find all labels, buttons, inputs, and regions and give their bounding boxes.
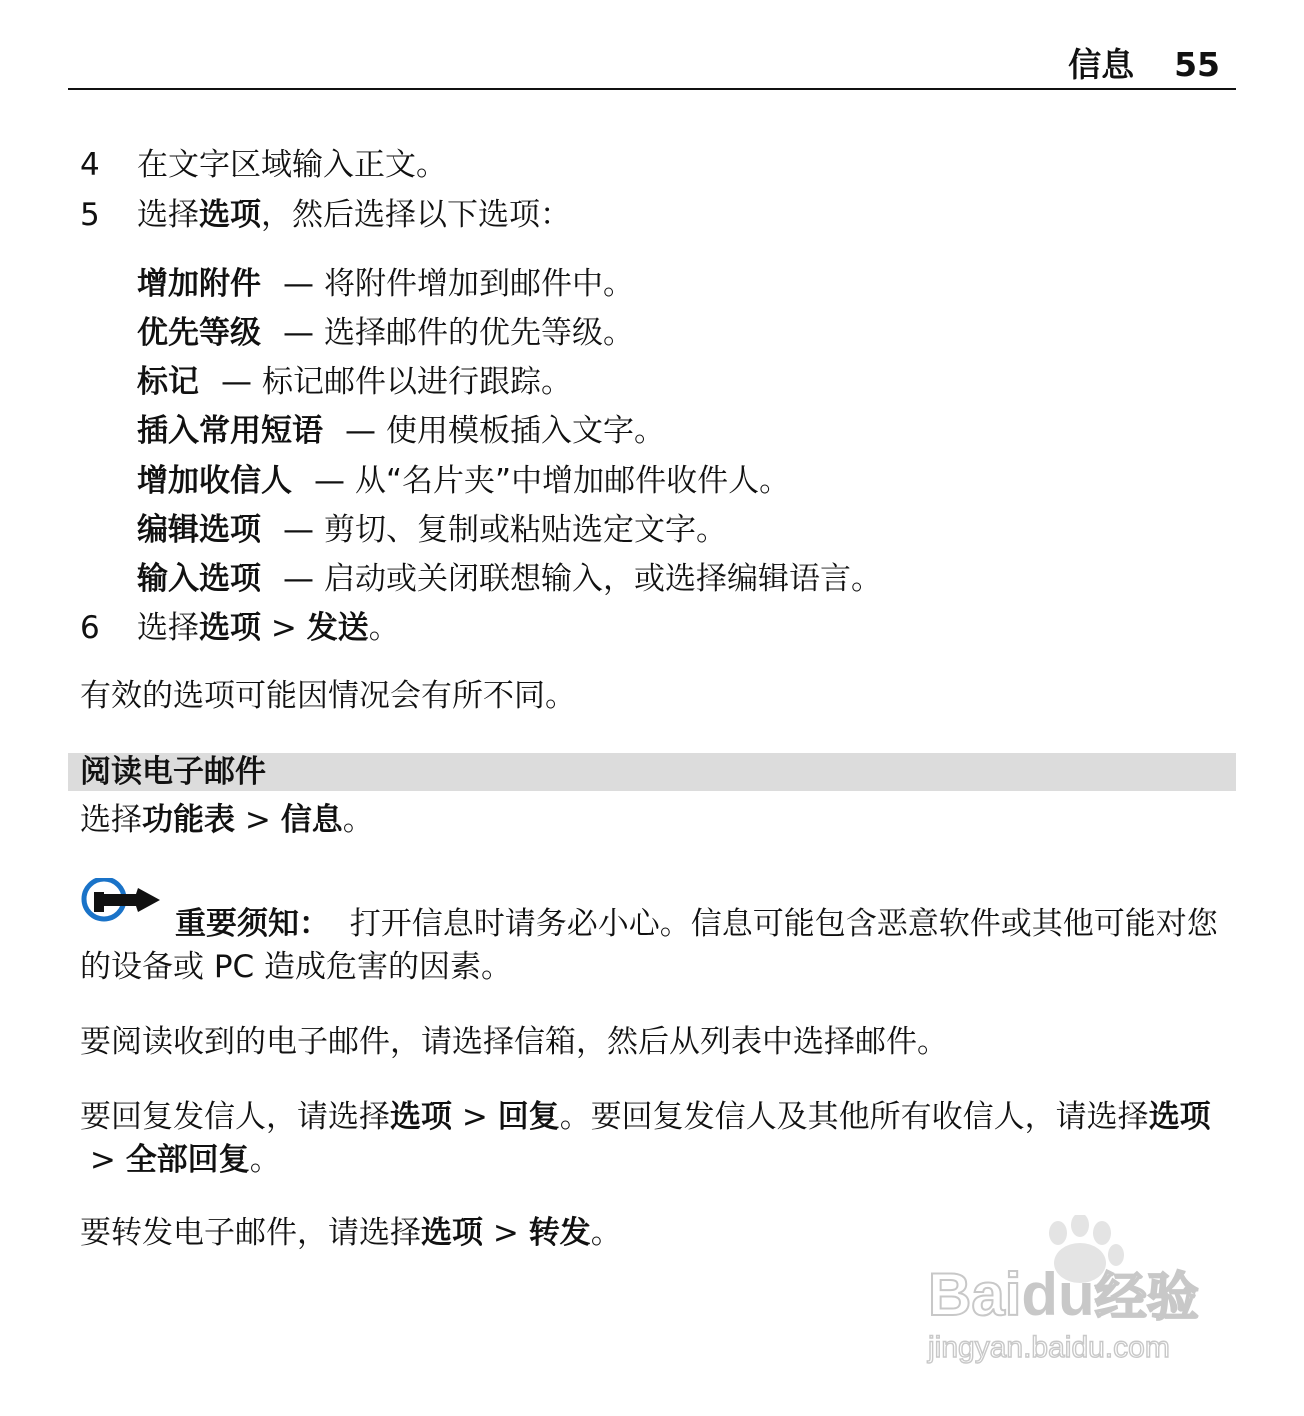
watermark-brand: Baidu经验: [928, 1261, 1199, 1328]
para-text: 。: [249, 1142, 281, 1178]
step-text: 。: [368, 610, 400, 646]
step-5: [80, 195, 571, 235]
page-number: 55: [1174, 45, 1220, 84]
reply-paragraph: [80, 1096, 1230, 1182]
para-text: 。: [590, 1215, 622, 1251]
step-4: [80, 145, 447, 185]
watermark-url: jingyan.baidu.com: [928, 1331, 1170, 1364]
option-desc: 从“名片夹”中增加邮件收件人。: [355, 463, 791, 499]
section-heading: [68, 753, 1236, 791]
step-number: 4: [80, 147, 100, 183]
option-term: 增加收信人: [137, 463, 292, 499]
notice-label: 重要须知：: [175, 906, 330, 942]
option-dash: —: [283, 512, 314, 548]
step-bold: 选项: [199, 610, 261, 646]
option-item: [137, 510, 727, 550]
option-desc: 标记邮件以进行跟踪。: [262, 364, 572, 400]
step-text: 选择: [137, 197, 199, 233]
para-separator: >: [80, 1142, 126, 1178]
option-term: 增加附件: [137, 266, 261, 302]
para-bold: 选项: [1148, 1099, 1211, 1135]
para-bold: 选项: [390, 1099, 452, 1135]
option-term: 优先等级: [137, 315, 261, 351]
step-number: 5: [80, 197, 100, 233]
instruction-bold: 信息: [280, 802, 343, 838]
step-number: 6: [80, 610, 100, 646]
step-bold: 发送: [306, 610, 369, 646]
option-term: 输入选项: [137, 561, 261, 597]
notice-paragraph: [80, 903, 1230, 989]
instruction-separator: >: [235, 802, 281, 838]
option-item: [137, 264, 634, 304]
instruction-text: 选择: [80, 802, 142, 838]
option-term: 编辑选项: [137, 512, 261, 548]
option-term: 插入常用短语: [137, 413, 323, 449]
option-item: [137, 461, 790, 501]
option-desc: 剪切、复制或粘贴选定文字。: [324, 512, 727, 548]
note-text: 有效的选项可能因情况会有所不同。: [80, 678, 576, 714]
select-instruction: [80, 800, 374, 840]
option-dash: —: [283, 266, 314, 302]
para-text: 要回复发信人，请选择: [80, 1099, 390, 1135]
option-item: [137, 313, 634, 353]
option-item: [137, 362, 572, 402]
baidu-watermark: [920, 1215, 1225, 1365]
para-separator: >: [483, 1215, 529, 1251]
option-dash: —: [283, 315, 314, 351]
section-title: 阅读电子邮件: [80, 754, 266, 790]
para-text: 。要回复发信人及其他所有收信人，请选择: [559, 1099, 1149, 1135]
para-text: 要转发电子邮件，请选择: [80, 1215, 421, 1251]
option-dash: —: [221, 364, 252, 400]
para-bold: 全部回复: [125, 1142, 250, 1178]
page-header: [68, 46, 1236, 90]
option-item: [137, 559, 882, 599]
instruction-text: 。: [342, 802, 374, 838]
step-text: 选择: [137, 610, 199, 646]
option-desc: 选择邮件的优先等级。: [324, 315, 634, 351]
option-dash: —: [314, 463, 345, 499]
read-paragraph: 要阅读收到的电子邮件，请选择信箱，然后从列表中选择邮件。: [80, 1024, 948, 1060]
header-section: 信息: [1068, 45, 1135, 84]
option-dash: —: [345, 413, 376, 449]
instruction-bold: 功能表: [142, 802, 235, 838]
step-text: ，然后选择以下选项：: [261, 197, 571, 233]
para-bold: 选项: [421, 1215, 483, 1251]
para-bold: 转发: [528, 1215, 591, 1251]
option-desc: 启动或关闭联想输入，或选择编辑语言。: [324, 561, 882, 597]
para-bold: 回复: [497, 1099, 560, 1135]
option-desc: 将附件增加到邮件中。: [324, 266, 634, 302]
step-separator: >: [261, 610, 307, 646]
option-dash: —: [283, 561, 314, 597]
option-desc: 使用模板插入文字。: [386, 413, 665, 449]
step-text: 在文字区域输入正文。: [137, 147, 447, 183]
notice-text: 打开信息时请务必小心。信息可能包含恶意软件或其他可能对您的设备或 PC 造成危害的因素。: [80, 906, 1218, 985]
para-separator: >: [452, 1099, 498, 1135]
option-term: 标记: [137, 364, 199, 400]
step-bold: 选项: [199, 197, 261, 233]
step-6: [80, 608, 400, 648]
option-item: [137, 411, 665, 451]
